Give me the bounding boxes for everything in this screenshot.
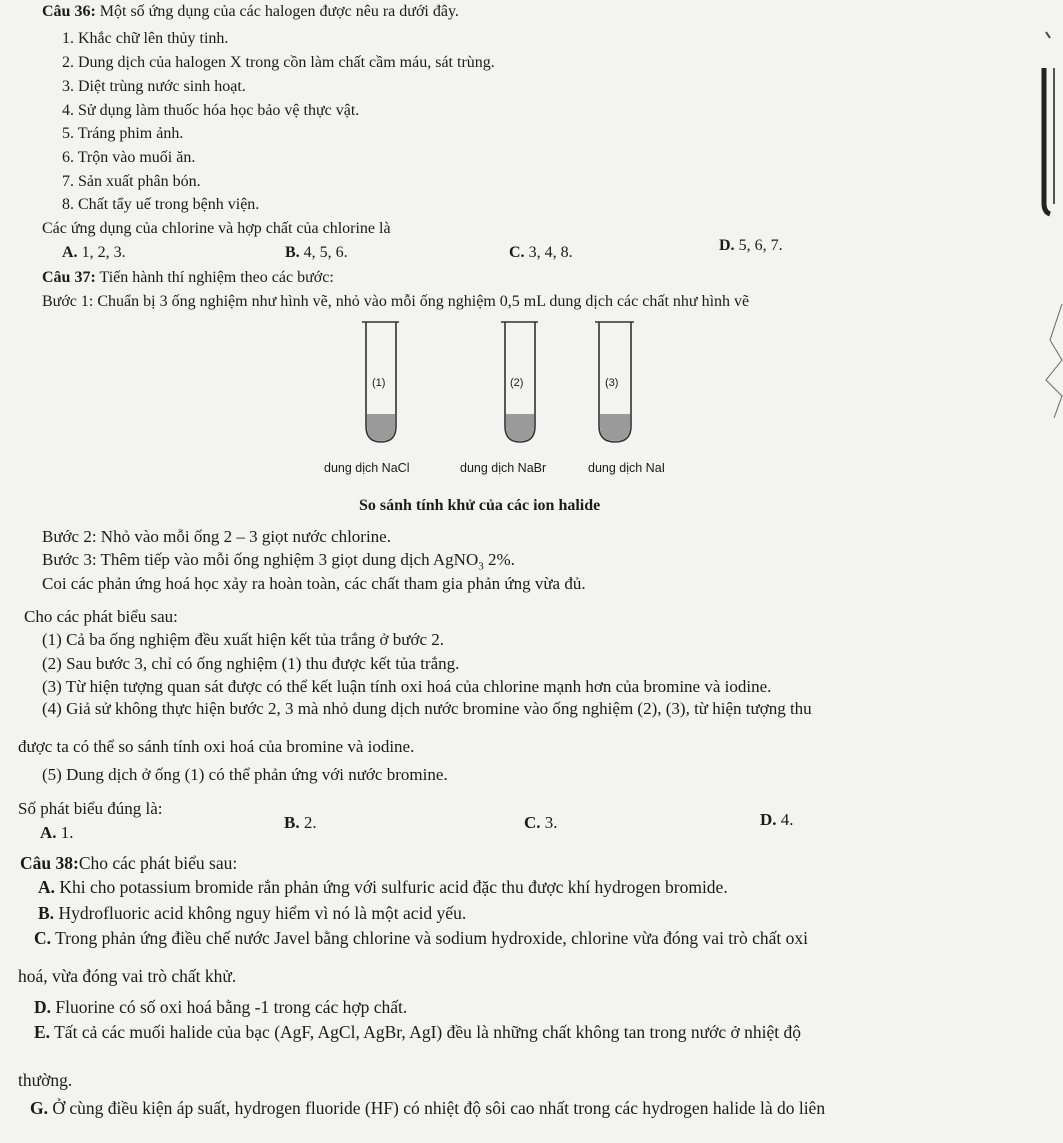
q38-statement-e bbox=[34, 1022, 801, 1042]
q36-option-a-letter: A. bbox=[62, 244, 78, 261]
q37-assumption: Coi các phản ứng hoá học xảy ra hoàn toàn, các chất tham gia phản ứng vừa đủ. bbox=[42, 574, 586, 593]
q38-letter-a: A. bbox=[38, 877, 56, 897]
q36-item-3: 3. Diệt trùng nước sinh hoạt. bbox=[62, 78, 246, 95]
q36-option-d[interactable] bbox=[719, 236, 783, 256]
q37-option-b-letter: B. bbox=[284, 813, 300, 832]
q38-statement-c-cont: hoá, vừa đóng vai trò chất khử. bbox=[18, 966, 237, 986]
q37-option-a-text: 1. bbox=[56, 823, 74, 842]
q36-item-5: 5. Tráng phim ảnh. bbox=[62, 125, 184, 142]
page-edge-shape bbox=[1040, 300, 1063, 420]
q38-text-e: Tất cả các muối halide của bạc (AgF, AgCl, AgBr, AgI) đều là những chất không tan trong nước ở nhiệt độ bbox=[50, 1022, 801, 1042]
q36-item-7: 7. Sản xuất phân bón. bbox=[62, 173, 201, 190]
q37-statement-2: (2) Sau bước 3, chỉ có ống nghiệm (1) thu được kết tủa trắng. bbox=[42, 654, 460, 673]
q37-option-c-text: 3. bbox=[540, 813, 558, 832]
q37-option-c[interactable] bbox=[524, 813, 558, 833]
q38-statement-c bbox=[34, 928, 808, 948]
q38-statement-g bbox=[30, 1098, 825, 1118]
q38-letter-e: E. bbox=[34, 1022, 51, 1042]
tube-2-caption: dung dịch NaBr bbox=[460, 461, 547, 475]
q36-prompt: Các ứng dụng của chlorine và hợp chất của chlorine là bbox=[42, 220, 391, 237]
tube-2-label: (2) bbox=[510, 377, 524, 389]
q37-option-d-text: 4. bbox=[776, 810, 794, 829]
q37-option-b-text: 2. bbox=[299, 813, 317, 832]
tube-3-label: (3) bbox=[605, 377, 619, 389]
q38-letter-c: C. bbox=[34, 928, 52, 948]
q37-option-a[interactable] bbox=[40, 823, 74, 843]
q36-option-a-text: 1, 2, 3. bbox=[77, 244, 126, 261]
q38-statement-b bbox=[38, 903, 466, 923]
q38-statement-e-cont: thường. bbox=[18, 1070, 73, 1090]
q37-title-text: Tiến hành thí nghiệm theo các bước: bbox=[95, 269, 334, 286]
q37-prompt: Số phát biểu đúng là: bbox=[18, 799, 163, 818]
q36-option-c-letter: C. bbox=[509, 244, 525, 261]
q38-number: Câu 38: bbox=[20, 853, 79, 873]
q37-statement-4-cont: được ta có thể so sánh tính oxi hoá của bromine và iodine. bbox=[18, 737, 415, 756]
q36-option-b-text: 4, 5, 6. bbox=[299, 244, 348, 261]
tube-1-caption: dung dịch NaCl bbox=[324, 461, 410, 475]
q37-option-a-letter: A. bbox=[40, 823, 57, 842]
q37-statement-4: (4) Giả sử không thực hiện bước 2, 3 mà nhỏ dung dịch nước bromine vào ống nghiệm (2), (3), từ hiện tượng thu bbox=[42, 699, 812, 718]
figure-caption: So sánh tính khử của các ion halide bbox=[359, 497, 601, 514]
q37-step2: Bước 2: Nhỏ vào mỗi ống 2 – 3 giọt nước chlorine. bbox=[42, 527, 391, 546]
q36-title-text: Một số ứng dụng của các halogen được nêu ra dưới đây. bbox=[95, 3, 459, 20]
tube-1-label: (1) bbox=[372, 377, 386, 389]
q37-title bbox=[42, 268, 334, 288]
q37-statement-5: (5) Dung dịch ở ống (1) có thể phản ứng với nước bromine. bbox=[42, 765, 448, 784]
q37-step3-text: Bước 3: Thêm tiếp vào mỗi ống nghiệm 3 giọt dung dịch AgNO bbox=[42, 550, 479, 569]
q36-item-1: 1. Khắc chữ lên thủy tinh. bbox=[62, 30, 229, 47]
q38-letter-g: G. bbox=[30, 1098, 48, 1118]
binder-clip-shape bbox=[1030, 28, 1060, 218]
q37-intro: Cho các phát biểu sau: bbox=[24, 607, 178, 626]
q38-text-d: Fluorine có số oxi hoá bằng -1 trong các hợp chất. bbox=[51, 997, 408, 1017]
q37-statement-3: (3) Từ hiện tượng quan sát được có thể kết luận tính oxi hoá của chlorine mạnh hơn của bromine và iodine. bbox=[42, 677, 772, 696]
q37-option-d-letter: D. bbox=[760, 810, 777, 829]
q36-option-c[interactable] bbox=[509, 243, 573, 263]
q37-step3-tail: 2%. bbox=[483, 550, 515, 569]
q37-number: Câu 37: bbox=[42, 269, 96, 286]
q36-option-d-text: 5, 6, 7. bbox=[734, 237, 783, 254]
q38-text-g: Ở cùng điều kiện áp suất, hydrogen fluoride (HF) có nhiệt độ sôi cao nhất trong các hydrogen halide là do liên bbox=[48, 1098, 826, 1118]
q38-text-a: Khi cho potassium bromide rắn phản ứng với sulfuric acid đặc thu được khí hydrogen bromide. bbox=[55, 877, 728, 897]
q36-number: Câu 36: bbox=[42, 3, 96, 20]
q36-item-2: 2. Dung dịch của halogen X trong cồn làm chất cầm máu, sát trùng. bbox=[62, 54, 495, 71]
q36-item-8: 8. Chất tẩy uế trong bệnh viện. bbox=[62, 196, 260, 213]
q37-statement-1: (1) Cả ba ống nghiệm đều xuất hiện kết tủa trắng ở bước 2. bbox=[42, 630, 445, 649]
q36-option-d-letter: D. bbox=[719, 237, 735, 254]
q37-option-d[interactable] bbox=[760, 810, 794, 830]
q37-step3-subscript: 3 bbox=[478, 560, 484, 573]
q36-option-b[interactable] bbox=[285, 243, 348, 263]
q37-option-c-letter: C. bbox=[524, 813, 541, 832]
q36-item-6: 6. Trộn vào muối ăn. bbox=[62, 149, 196, 166]
q37-step1: Bước 1: Chuẩn bị 3 ống nghiệm như hình vẽ, nhỏ vào mỗi ống nghiệm 0,5 mL dung dịch các chất như hình vẽ bbox=[42, 293, 750, 310]
q36-title bbox=[42, 2, 459, 22]
q38-text-b: Hydrofluoric acid không nguy hiểm vì nó là một acid yếu. bbox=[54, 903, 467, 923]
q36-option-a[interactable] bbox=[62, 243, 126, 263]
q38-statement-a bbox=[38, 877, 728, 897]
tube-3-caption: dung dịch NaI bbox=[588, 461, 666, 475]
q36-option-c-text: 3, 4, 8. bbox=[524, 244, 573, 261]
q38-statement-d bbox=[34, 997, 407, 1017]
q37-option-b[interactable] bbox=[284, 813, 317, 833]
q38-letter-b: B. bbox=[38, 903, 55, 923]
q37-step3 bbox=[42, 550, 515, 576]
q36-item-4: 4. Sử dụng làm thuốc hóa học bảo vệ thực vật. bbox=[62, 102, 360, 119]
q38-title-text: Cho các phát biểu sau: bbox=[78, 853, 238, 873]
q38-letter-d: D. bbox=[34, 997, 52, 1017]
q38-title bbox=[20, 853, 237, 873]
q36-option-b-letter: B. bbox=[285, 244, 300, 261]
q38-text-c: Trong phản ứng điều chế nước Javel bằng chlorine và sodium hydroxide, chlorine vừa đóng vai trò chất oxi bbox=[51, 928, 809, 948]
